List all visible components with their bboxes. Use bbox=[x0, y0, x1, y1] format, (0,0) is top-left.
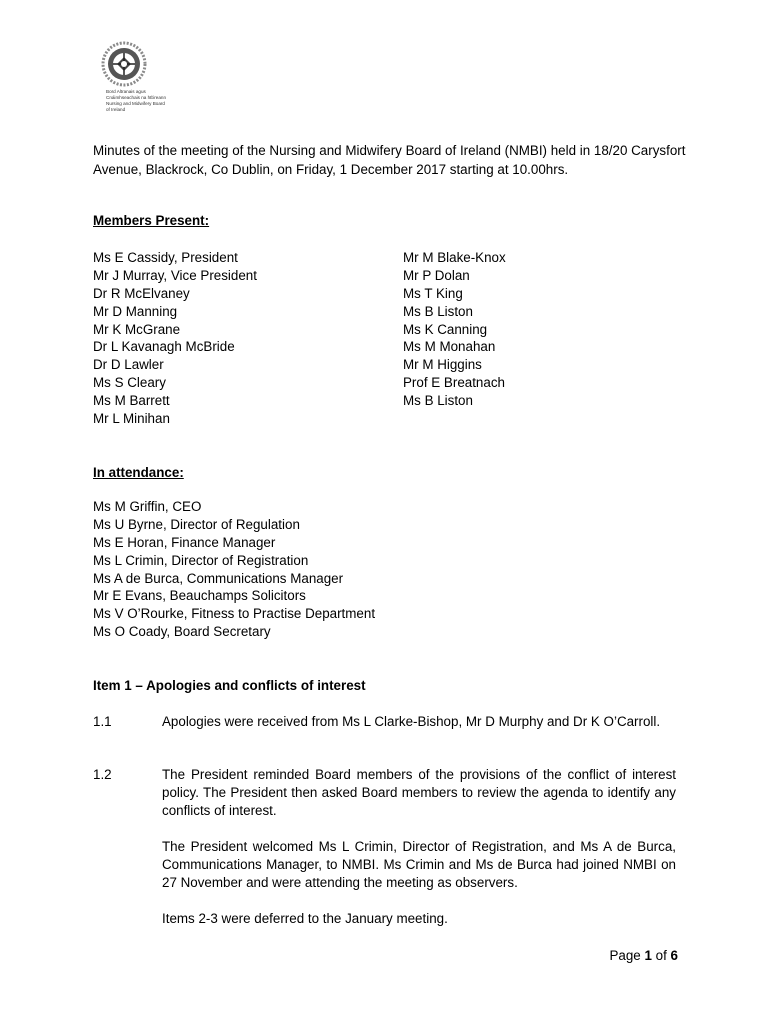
member-item: Dr L Kavanagh McBride bbox=[93, 339, 235, 355]
attendee-item: Mr E Evans, Beauchamps Solicitors bbox=[93, 588, 306, 604]
member-item: Ms T King bbox=[403, 285, 463, 301]
member-item: Dr D Lawler bbox=[93, 357, 164, 373]
members-present-heading: Members Present: bbox=[93, 213, 210, 228]
attendee-item: Ms L Crimin, Director of Registration bbox=[93, 552, 309, 568]
logo-line-2: Cnáimhseachais na hÉireann bbox=[106, 95, 167, 100]
logo-line-1: Bord Altranais agus bbox=[106, 89, 146, 94]
member-item: Ms B Liston bbox=[403, 393, 473, 409]
member-item: Mr D Manning bbox=[93, 303, 178, 319]
members-right-column bbox=[403, 249, 506, 410]
paragraph-number: 1.2 bbox=[93, 767, 112, 782]
member-item: Mr L Minihan bbox=[93, 411, 170, 427]
attendee-item: Ms U Byrne, Director of Regulation bbox=[93, 516, 300, 532]
attendee-item: Ms M Griffin, CEO bbox=[93, 499, 202, 514]
logo-caption bbox=[106, 89, 186, 113]
attendee-item: Ms O Coady, Board Secretary bbox=[93, 624, 271, 640]
member-item: Ms M Monahan bbox=[403, 339, 496, 355]
member-item: Mr P Dolan bbox=[403, 267, 470, 283]
attendee-item: Ms V O’Rourke, Fitness to Practise Department bbox=[93, 606, 376, 622]
member-item: Mr J Murray, Vice President bbox=[93, 267, 257, 283]
logo-line-4: of Ireland bbox=[106, 107, 126, 112]
page-number bbox=[560, 947, 678, 965]
paragraph-welcome: The President welcomed Ms L Crimin, Director of Registration, and Ms A de Burca, Communications Manager, to NMBI. Ms Crimin and Ms de Burca had joined NMBI on 27 November and were attending the meeting as observers. bbox=[162, 839, 676, 890]
nmbi-seal-icon bbox=[93, 40, 173, 90]
page-current: 1 bbox=[644, 948, 652, 963]
paragraph-deferred: Items 2-3 were deferred to the January meeting. bbox=[162, 911, 448, 926]
member-item: Ms B Liston bbox=[403, 303, 473, 319]
member-item: Ms S Cleary bbox=[93, 375, 166, 391]
paragraph-1-1: Apologies were received from Ms L Clarke-Bishop, Mr D Murphy and Dr K O’Carroll. bbox=[162, 714, 661, 729]
attendee-item: Ms E Horan, Finance Manager bbox=[93, 534, 276, 550]
member-item: Prof E Breatnach bbox=[403, 375, 505, 391]
intro-paragraph: Minutes of the meeting of the Nursing and Midwifery Board of Ireland (NMBI) held in 18/20 Carysfort Avenue, Blackrock, Co Dublin, on Friday, 1 December 2017 starting at 10.00hrs. bbox=[93, 143, 686, 177]
member-item: Ms E Cassidy, President bbox=[93, 250, 238, 265]
member-item: Mr M Higgins bbox=[403, 357, 482, 373]
item-1-heading: Item 1 – Apologies and conflicts of interest bbox=[93, 678, 366, 693]
attendance-list bbox=[93, 498, 375, 641]
page-total: 6 bbox=[670, 948, 678, 963]
member-item: Dr R McElvaney bbox=[93, 285, 190, 301]
paragraph-number: 1.1 bbox=[93, 714, 112, 729]
member-item: Mr K McGrane bbox=[93, 321, 181, 337]
member-item: Mr M Blake-Knox bbox=[403, 250, 506, 265]
logo-line-3: Nursing and Midwifery Board bbox=[106, 101, 165, 106]
of-label: of bbox=[655, 948, 667, 963]
member-item: Ms M Barrett bbox=[93, 393, 170, 409]
members-left-column bbox=[93, 249, 257, 428]
paragraph-1-2: The President reminded Board members of the provisions of the conflict of interest policy. The President then asked Board members to review the agenda to identify any conflicts of interest. bbox=[162, 767, 676, 818]
attendee-item: Ms A de Burca, Communications Manager bbox=[93, 570, 344, 586]
attendance-heading: In attendance: bbox=[93, 465, 184, 480]
member-item: Ms K Canning bbox=[403, 321, 488, 337]
page-label: Page bbox=[609, 948, 641, 963]
